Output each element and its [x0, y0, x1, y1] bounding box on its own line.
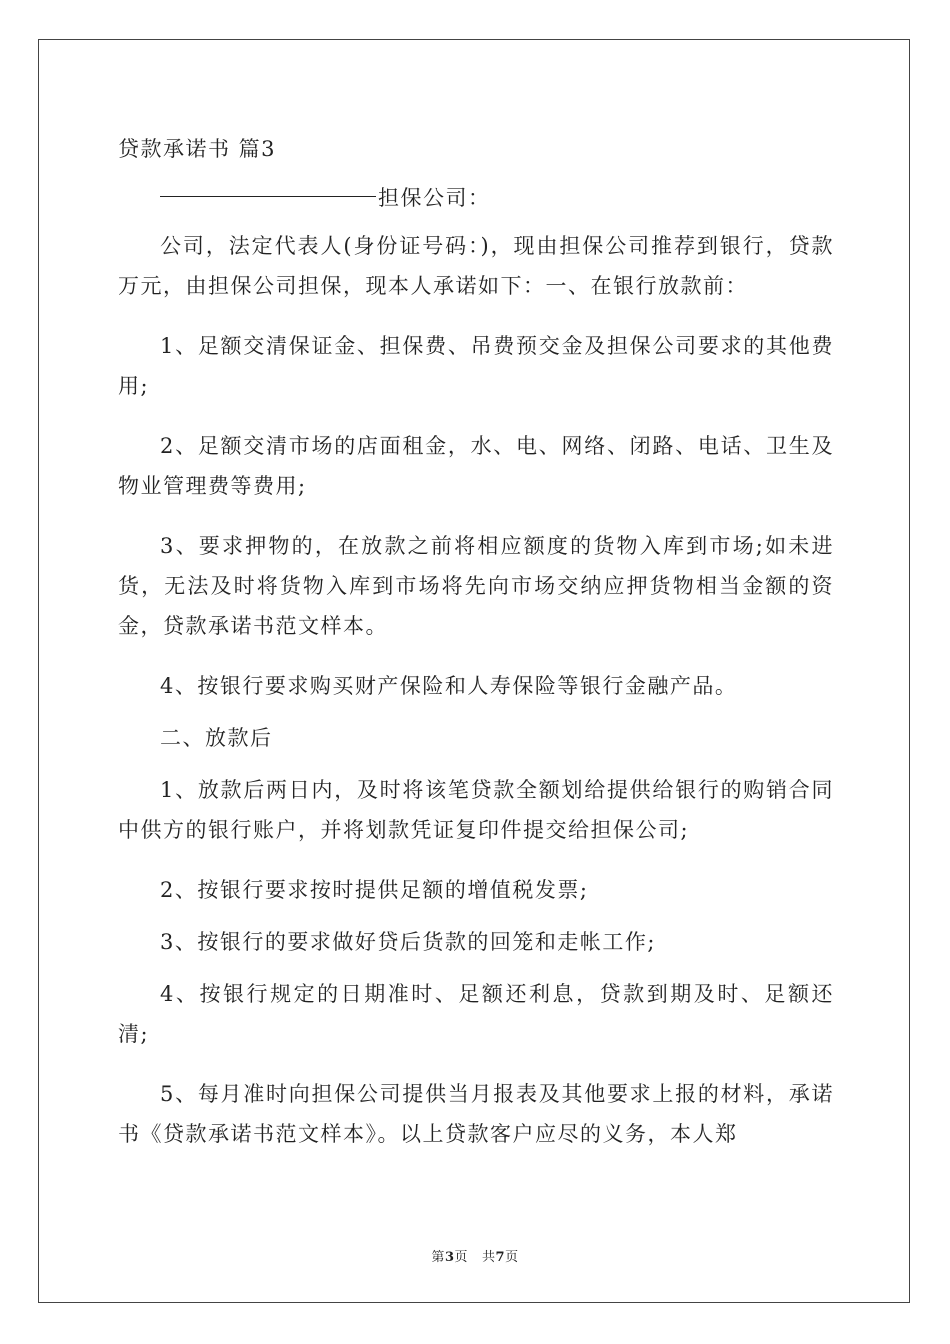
paragraph-intro: 公司，法定代表人(身份证号码：)，现由担保公司推荐到银行，贷款万元，由担保公司担保，现本人承诺如下：一、在银行放款前： [118, 234, 834, 298]
page-suffix: 页 [454, 1250, 468, 1265]
blank-underline [160, 170, 376, 197]
section-heading-after-loan: 二、放款后 [160, 726, 273, 750]
total-suffix: 页 [505, 1250, 519, 1265]
paragraph-after-5: 5、每月准时向担保公司提供当月报表及其他要求上报的材料，承诺书《贷款承诺书范文样本》。以上贷款客户应尽的义务，本人郑 [118, 1082, 834, 1146]
document-heading: 贷款承诺书 篇3 [118, 137, 277, 161]
document-body [118, 128, 834, 1174]
page-footer [0, 1246, 950, 1265]
paragraph-after-4: 4、按银行规定的日期准时、足额还利息，贷款到期及时、足额还清; [118, 982, 834, 1046]
page-total: 7 [495, 1250, 506, 1265]
page-current: 3 [444, 1250, 455, 1265]
addressee-line [160, 170, 834, 226]
page-prefix: 第 [431, 1250, 445, 1265]
paragraph-item-3: 3、要求押物的，在放款之前将相应额度的货物入库到市场;如未进货，无法及时将货物入库到市场将先向市场交纳应押货物相当金额的资金，贷款承诺书范文样本。 [118, 534, 834, 638]
paragraph-after-1: 1、放款后两日内，及时将该笔贷款全额划给提供给银行的购销合同中供方的银行账户，并将划款凭证复印件提交给担保公司; [118, 778, 834, 842]
paragraph-after-2: 2、按银行要求按时提供足额的增值税发票; [160, 878, 589, 902]
paragraph-after-3: 3、按银行的要求做好贷后货款的回笼和走帐工作; [160, 930, 656, 954]
total-prefix: 共 [482, 1250, 496, 1265]
paragraph-item-1: 1、足额交清保证金、担保费、吊费预交金及担保公司要求的其他费用; [118, 334, 834, 398]
paragraph-item-2: 2、足额交清市场的店面租金，水、电、网络、闭路、电话、卫生及物业管理费等费用; [118, 434, 834, 498]
addressee-text: 担保公司： [378, 186, 491, 210]
paragraph-item-4: 4、按银行要求购买财产保险和人寿保险等银行金融产品。 [160, 674, 738, 698]
